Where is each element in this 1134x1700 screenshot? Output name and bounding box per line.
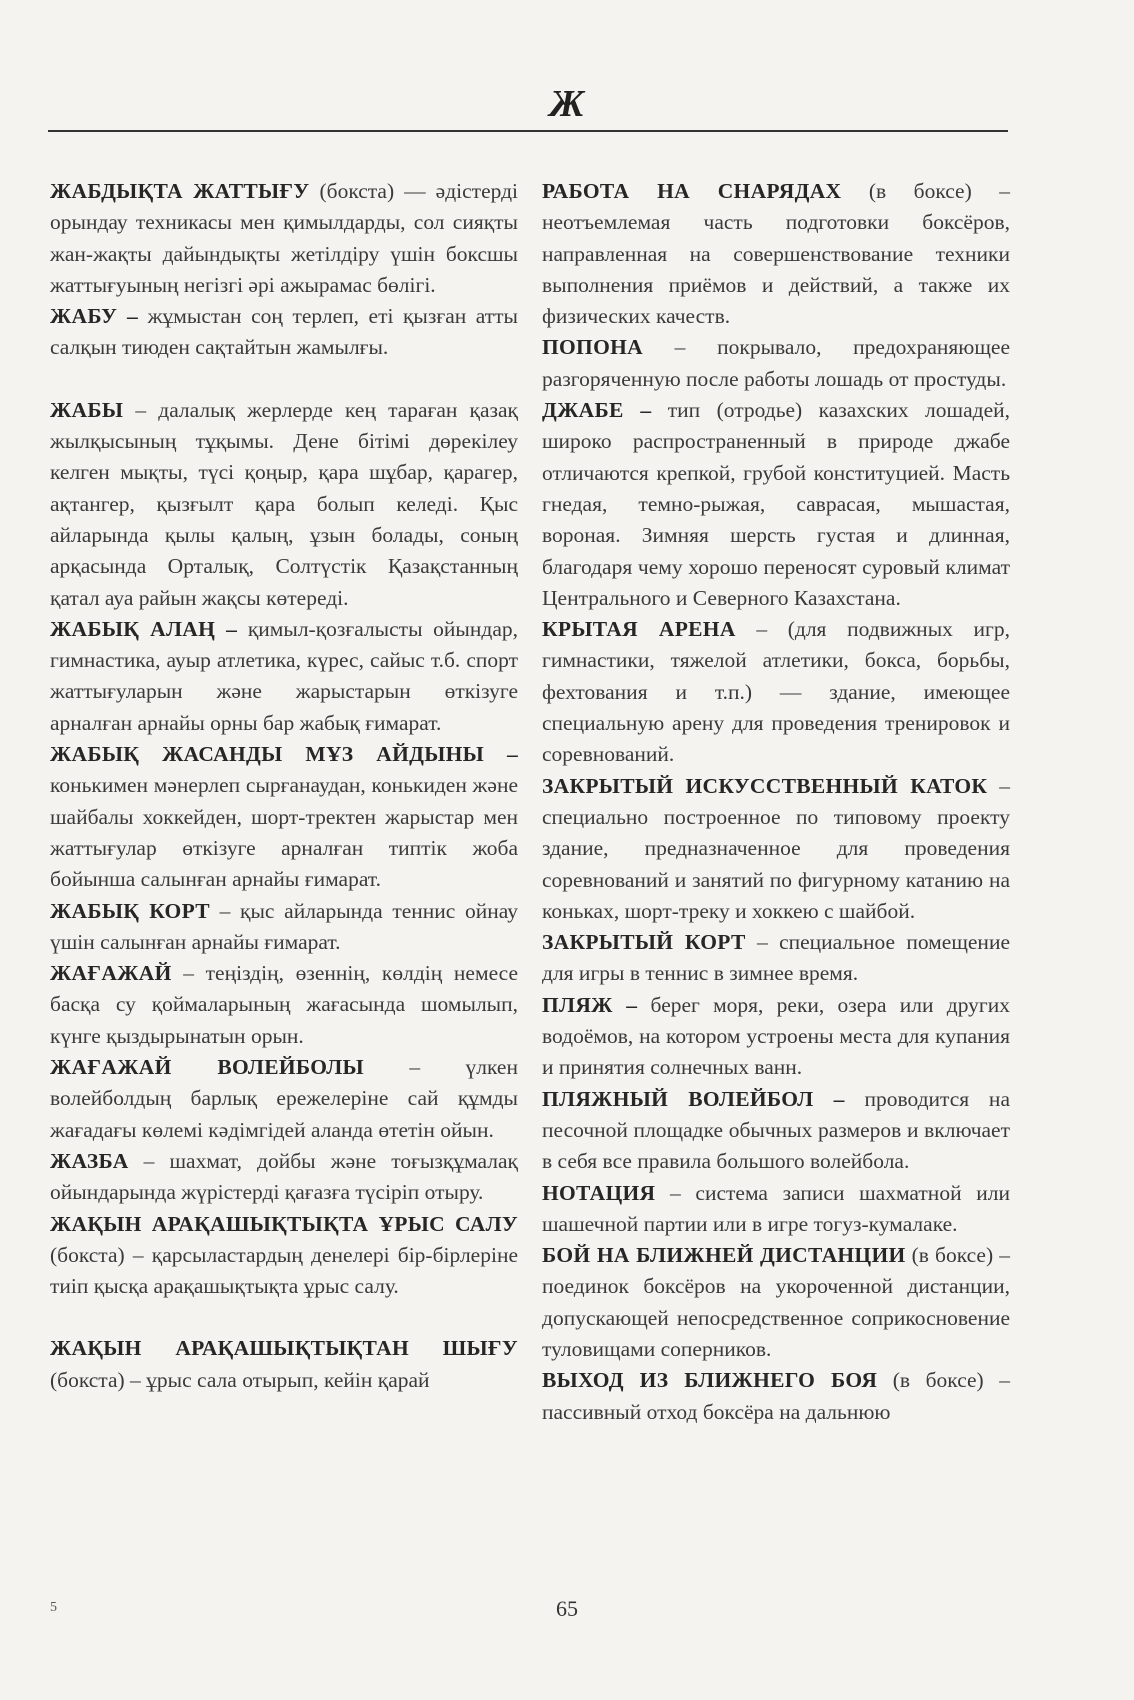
- entry-definition: – система записи шахматной или шашечной партии или в игре тогуз-кумалаке.: [542, 1180, 1010, 1236]
- signature-mark: 5: [50, 1600, 57, 1615]
- entry-term: ЗАКРЫТЫЙ ИСКУССТВЕННЫЙ КАТОК: [542, 773, 988, 798]
- dictionary-entry: [50, 1052, 518, 1146]
- dictionary-entry: [50, 1209, 518, 1303]
- entry-definition: (бокста) – қарсыластардың денелері бір-бірлеріне тиіп қысқа арақашықтықта ұрыс салу.: [50, 1242, 518, 1299]
- header-rule: [48, 130, 1008, 132]
- dictionary-entry: [542, 990, 1010, 1084]
- page-number: 65: [556, 1596, 578, 1621]
- dictionary-entry: [542, 771, 1010, 927]
- dictionary-entry: [50, 301, 518, 364]
- dictionary-entry: [50, 614, 518, 739]
- entry-definition: берег моря, реки, озера или других водоёмов, на котором устроены места для купания и принятия солнечных ванн.: [542, 992, 1010, 1080]
- dictionary-entry: [542, 332, 1010, 395]
- entry-definition: (бокста) — әдістерді орындау техникасы мен қимылдарды, сол сияқты жан-жақты дайындықты жетілдіру үшін боксшы жаттығуының негізгі әрі ажырамас бөлігі.: [50, 179, 519, 297]
- dictionary-entry: [50, 739, 518, 895]
- entry-definition: қимыл-қозғалысты ойындар, гимнастика, ауыр атлетика, күрес, сайыс т.б. спорт жаттығуларын және жарыстарын өткізуге арналған арнайы орны бар жабық ғимарат.: [50, 616, 518, 735]
- dictionary-entry: [542, 395, 1010, 614]
- entry-term: ПЛЯЖ –: [542, 992, 638, 1017]
- entry-definition: – далалық жерлерде кең тараған қазақ жылқысының тұқымы. Дене бітімі дөрекілеу келген мықты, түсі қоңыр, қара шұбар, қарагер, ақтангер, қызғылт қара болып келеді. Қыс айларында қылы қалың, ұзын болады, соның арқасында Орталық, Солтүстік Қазақстанның қатал ауа райын жақсы көтереді.: [50, 397, 518, 610]
- entry-definition: – специальное помещение для игры в теннис в зимнее время.: [542, 930, 1010, 986]
- dictionary-entry: [50, 1146, 518, 1209]
- entry-definition: (в боксе) – поединок боксёров на укороченной дистанции, допускающей непосредственное соприкосновение туловищами соперников.: [542, 1243, 1010, 1361]
- dictionary-entry: [50, 176, 518, 301]
- entry-term: ЖАБЫҚ ЖАСАНДЫ МҰЗ АЙДЫНЫ –: [50, 742, 518, 767]
- entry-term: ЖАБЫҚ КОРТ: [50, 898, 210, 923]
- left-column: [50, 176, 518, 1396]
- entry-term: НОТАЦИЯ: [542, 1180, 656, 1205]
- entry-term: РАБОТА НА СНАРЯДАХ: [542, 179, 842, 203]
- dictionary-entry: [542, 1365, 1010, 1428]
- entry-term: ЖАЗБА: [50, 1148, 129, 1173]
- entry-term: ЖАҚЫН АРАҚАШЫҚТЫҚТАН ШЫҒУ: [50, 1336, 518, 1361]
- entry-definition: – покрывало, предохраняющее разгоряченную после работы лошадь от простуды.: [542, 335, 1010, 391]
- entry-definition: проводится на песочной площадке обычных размеров и включает в себя все правила большого волейбола.: [542, 1086, 1010, 1174]
- entry-term: ЖАБУ –: [50, 304, 139, 329]
- page-header-letter: Ж: [549, 83, 585, 125]
- entry-term: ЗАКРЫТЫЙ КОРТ: [542, 930, 746, 955]
- dictionary-entry: [542, 614, 1010, 770]
- dictionary-entry: [542, 1240, 1010, 1365]
- entry-definition: конькимен мәнерлеп сырғанаудан, конькиден және шайбалы хоккейден, шорт-тректен жарыстар мен жаттығулар өткізуге арналған типтік жоба бойынша салынған арнайы ғимарат.: [50, 773, 518, 892]
- entry-term: ЖАБДЫҚТА ЖАТТЫҒУ: [50, 179, 310, 203]
- entry-definition: – үлкен волейболдың барлық ережелеріне сай құмды жағадағы көлемі кәдімгідей аланда өтетін ойын.: [50, 1055, 518, 1142]
- dictionary-entry: [50, 1333, 518, 1396]
- entry-definition: – теңіздің, өзеннің, көлдің немесе басқа су қоймаларының жағасында шомылып, күнге қыздырынатын орын.: [50, 961, 518, 1048]
- dictionary-entry: [50, 958, 518, 1052]
- entry-term: ЖАБЫҚ АЛАҢ –: [50, 616, 238, 641]
- entry-definition: – қыс айларында теннис ойнау үшін салынған арнайы ғимарат.: [50, 898, 518, 954]
- entry-definition: (в боксе) – пассивный отход боксёра на дальнюю: [542, 1368, 1011, 1424]
- entry-definition: жұмыстан соң терлеп, еті қызған атты салқын тиюден сақтайтын жамылғы.: [50, 304, 518, 360]
- entry-term: ЖАҒАЖАЙ ВОЛЕЙБОЛЫ: [50, 1055, 364, 1080]
- entry-definition: – шахмат, дойбы және тоғызқұмалақ ойындарында жүрістерді қағазға түсіріп отыру.: [50, 1148, 518, 1205]
- entry-definition: – специально построенное по типовому проекту здание, предназначенное для проведения соревнований и занятий по фигурному катанию на коньках, шорт-треку и хоккею с шайбой.: [542, 773, 1010, 923]
- dictionary-entry: [50, 896, 518, 959]
- entry-definition: (бокста) – ұрыс сала отырып, кейін қарай: [50, 1367, 430, 1392]
- entry-term: ВЫХОД ИЗ БЛИЖНЕГО БОЯ: [542, 1368, 878, 1393]
- dictionary-entry: [542, 927, 1010, 990]
- entry-definition: тип (отродье) казахских лошадей, широко распространенный в природе джабе отличаются крепкой, грубой конституцией. Масть гнедая, темно-рыжая, саврасая, мышастая, вороная. Зимняя шерсть густая и длинная, благодаря чему хорошо переносят суровый климат Центрального и Северного Казахстана.: [542, 398, 1010, 610]
- entry-term: ЖАҒАЖАЙ: [50, 961, 172, 986]
- entry-definition: – (для подвижных игр, гимнастики, тяжелой атлетики, бокса, борьбы, фехтования и т.п.) — здание, имеющее специальную арену для проведения тренировок и соревнований.: [542, 617, 1010, 767]
- entry-term: ПЛЯЖНЫЙ ВОЛЕЙБОЛ –: [542, 1086, 845, 1111]
- dictionary-entry: [542, 1178, 1010, 1241]
- entry-term: КРЫТАЯ АРЕНА: [542, 617, 736, 642]
- entry-term: БОЙ НА БЛИЖНЕЙ ДИСТАНЦИИ: [542, 1243, 906, 1268]
- entry-term: ЖАҚЫН АРАҚАШЫҚТЫҚТА ҰРЫС САЛУ: [50, 1211, 518, 1236]
- right-column: [542, 176, 1010, 1428]
- entry-definition: (в боксе) – неотъемлемая часть подготовки боксёров, направленная на совершенствование техники выполнения приёмов и действий, а также их физических качеств.: [542, 179, 1011, 329]
- dictionary-entry: [542, 1084, 1010, 1178]
- entry-term: ДЖАБЕ –: [542, 398, 652, 423]
- entry-term: ПОПОНА: [542, 335, 643, 360]
- dictionary-entry: [50, 395, 518, 614]
- dictionary-entry: [542, 176, 1010, 332]
- entry-term: ЖАБЫ: [50, 397, 124, 422]
